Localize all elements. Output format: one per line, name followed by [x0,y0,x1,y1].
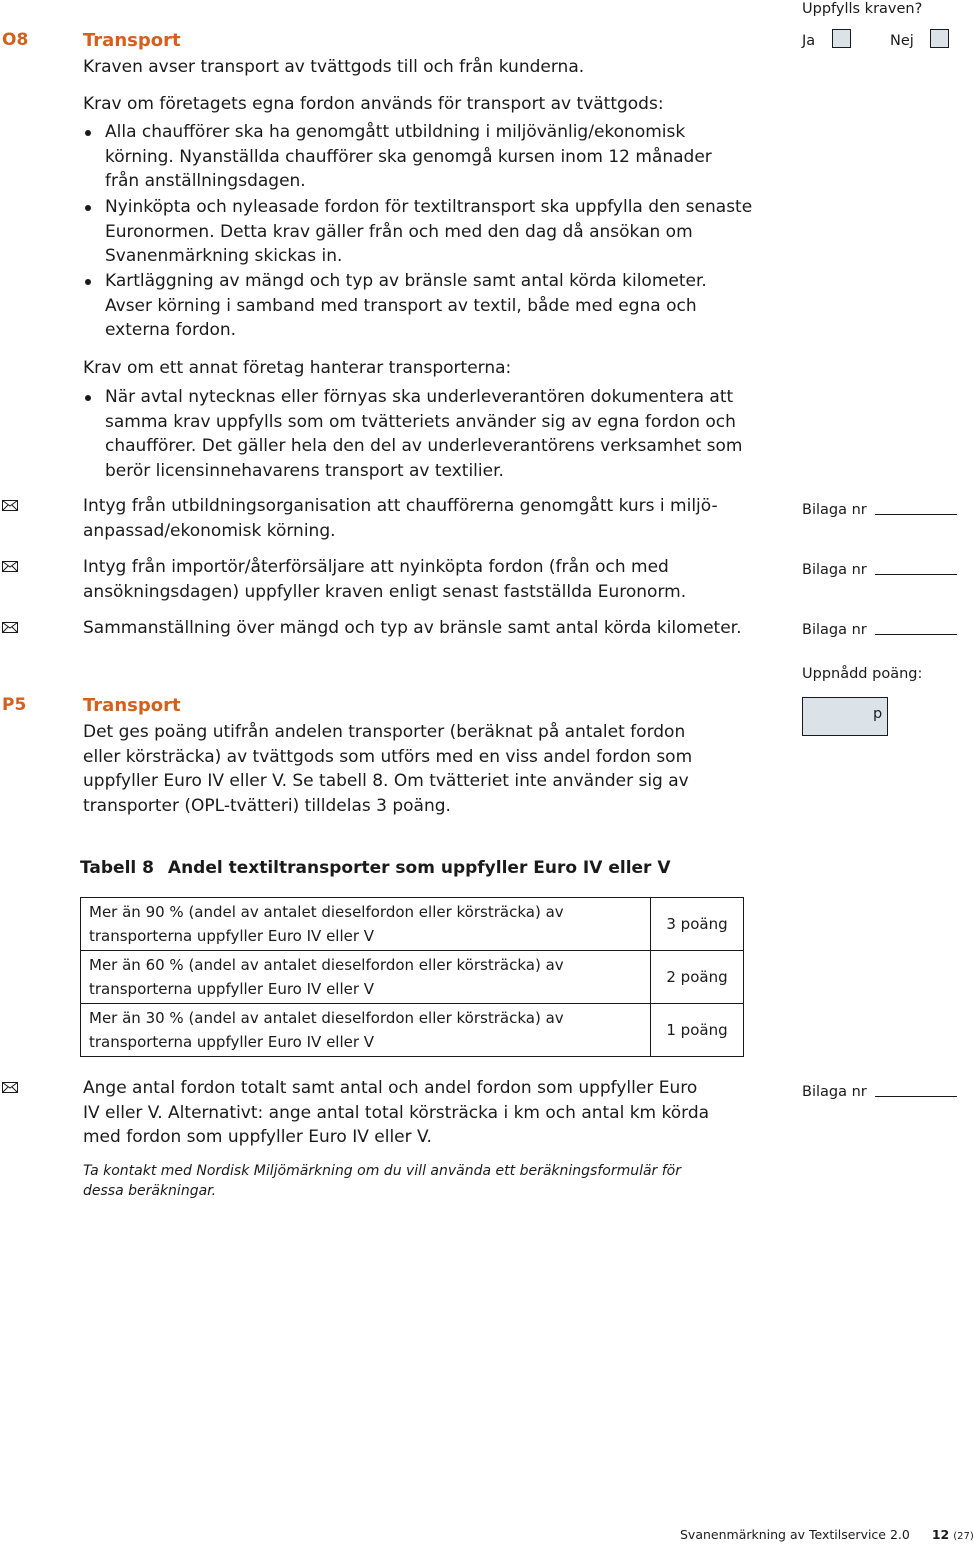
document-requirement: Sammanställning över mängd och typ av bränsle samt antal körda kilometer. [83,618,742,638]
cell-line: Mer än 60 % (andel av antalet dieselfordon eller körsträcka) av [89,956,564,974]
cell-line: transporterna uppfyller Euro IV eller V [89,1033,375,1051]
page-total: (27) [953,1531,974,1542]
bullet-line: chaufförer. Det gäller hela den del av underleverantörens verksamhet som [105,436,743,456]
nej-label: Nej [890,33,914,49]
table-cell-points: 1 poäng [651,1004,744,1057]
bullet-item [83,269,783,343]
cell-line: transporterna uppfyller Euro IV eller V [89,927,375,945]
ja-checkbox[interactable] [832,29,851,48]
section-title-o8: Transport [83,30,181,51]
bullet-item [83,195,783,269]
section-intro: Kraven avser transport av tvättgods till och från kunderna. [83,57,585,77]
note-line: Ta kontakt med Nordisk Miljömärkning om du vill använda ett beräkningsformulär för [83,1163,682,1179]
cell-line: Mer än 30 % (andel av antalet dieselfordon eller körsträcka) av [89,1009,564,1027]
document-line: anpassad/ekonomisk körning. [83,520,336,541]
bullet-line: När avtal nytecknas eller förnyas ska underleverantören dokumentera att [105,387,734,407]
bullet-line: körning. Nyanställda chaufförer ska genomgå kursen inom 12 månader [105,146,712,167]
table-cell-desc [81,951,651,1004]
document-line: IV eller V. Alternativt: ange antal total körsträcka i km och antal km körda [83,1102,710,1123]
table-row [81,898,744,951]
bullet-line: från anställningsdagen. [105,171,306,191]
bullet-line: Svanenmärkning skickas in. [105,246,343,266]
compliance-question: Uppfylls kraven? [802,1,923,17]
section-code-p5: P5 [2,695,27,715]
table-cell-desc [81,1004,651,1057]
p5-line: eller körsträcka) av tvättgods som utförs med en viss andel fordon som [83,746,693,767]
bullet-line: samma krav uppfylls som om tvätteriets använder sig av egna fordon och [105,411,736,432]
bullet-line: Avser körning i samband med transport av textil, både med egna och [105,295,697,316]
table-row [81,951,744,1004]
bilaga-label: Bilaga nr [802,1084,867,1100]
envelope-icon [2,561,18,572]
bullet-line: Euronormen. Detta krav gäller från och med den dag då ansökan om [105,221,693,242]
bilaga-input[interactable] [875,1082,957,1097]
note-line: dessa beräkningar. [83,1183,217,1199]
bilaga-label: Bilaga nr [802,622,867,638]
cell-line: transporterna uppfyller Euro IV eller V [89,980,375,998]
other-company-heading: Krav om ett annat företag hanterar transporterna: [83,358,512,378]
envelope-icon [2,622,18,633]
compliance-options [802,29,851,49]
document-requirement [83,494,718,543]
section-code-o8: O8 [2,30,29,50]
contact-note [83,1161,681,1201]
document-line: Intyg från importör/återförsäljare att nyinköpta fordon (från och med [83,557,669,577]
p5-line: transporter (OPL-tvätteri) tilldelas 3 poäng. [83,795,451,816]
document-requirement [83,555,686,604]
nej-checkbox[interactable] [930,29,949,48]
table-caption [80,858,671,878]
document-line: Ange antal fordon totalt samt antal och andel fordon som uppfyller Euro [83,1078,698,1098]
p5-line: Det ges poäng utifrån andelen transporter (beräknat på antalet fordon [83,722,686,742]
envelope-icon [2,500,18,511]
ja-label: Ja [802,33,816,49]
bilaga-input[interactable] [875,560,957,575]
cell-line: Mer än 90 % (andel av antalet dieselfordon eller körsträcka) av [89,903,564,921]
section-title-p5: Transport [83,695,181,716]
bilaga-field [802,620,957,638]
bilaga-input[interactable] [875,620,957,635]
bilaga-field [802,560,957,578]
footer [680,1527,974,1542]
table-number: Tabell 8 [80,858,154,878]
bullet-line: Alla chaufförer ska ha genomgått utbildning i miljövänlig/ekonomisk [105,122,686,142]
points-box[interactable] [802,697,888,736]
points-unit: p [873,706,883,722]
p5-text [83,720,692,818]
envelope-icon [2,1082,18,1093]
bullet-item [83,120,783,194]
bilaga-label: Bilaga nr [802,502,867,518]
bilaga-input[interactable] [875,500,957,515]
p5-line: uppfyller Euro IV eller V. Se tabell 8. Om tvätteriet inte använder sig av [83,771,689,791]
page-number: 12 [931,1527,950,1542]
bullet-item [83,385,783,483]
compliance-options-nej [890,29,949,49]
table-8 [80,897,744,1057]
bullet-line: Nyinköpta och nyleasade fordon för textiltransport ska uppfylla den senaste [105,197,753,217]
bullet-line: berör licensinnehavarens transport av textilier. [105,460,504,481]
document-line: med fordon som uppfyller Euro IV eller V. [83,1127,432,1147]
document-line: Intyg från utbildningsorganisation att chaufförerna genomgått kurs i miljö- [83,496,718,516]
table-cell-desc [81,898,651,951]
document-requirement [83,1076,709,1150]
table-cell-points: 2 poäng [651,951,744,1004]
own-vehicles-heading: Krav om företagets egna fordon används för transport av tvättgods: [83,94,664,114]
table-cell-points: 3 poäng [651,898,744,951]
bilaga-field [802,1082,957,1100]
document-line: ansökningsdagen) uppfyller kraven enligt senast fastställda Euronorm. [83,581,687,602]
points-label: Uppnådd poäng: [802,666,923,682]
bilaga-label: Bilaga nr [802,562,867,578]
bullet-line: externa fordon. [105,320,237,340]
bullet-line: Kartläggning av mängd och typ av bränsle samt antal körda kilometer. [105,271,707,291]
footer-doc-title: Svanenmärkning av Textilservice 2.0 [680,1527,910,1542]
table-title: Andel textiltransporter som uppfyller Euro IV eller V [167,858,671,878]
table-row [81,1004,744,1057]
bilaga-field [802,500,957,518]
